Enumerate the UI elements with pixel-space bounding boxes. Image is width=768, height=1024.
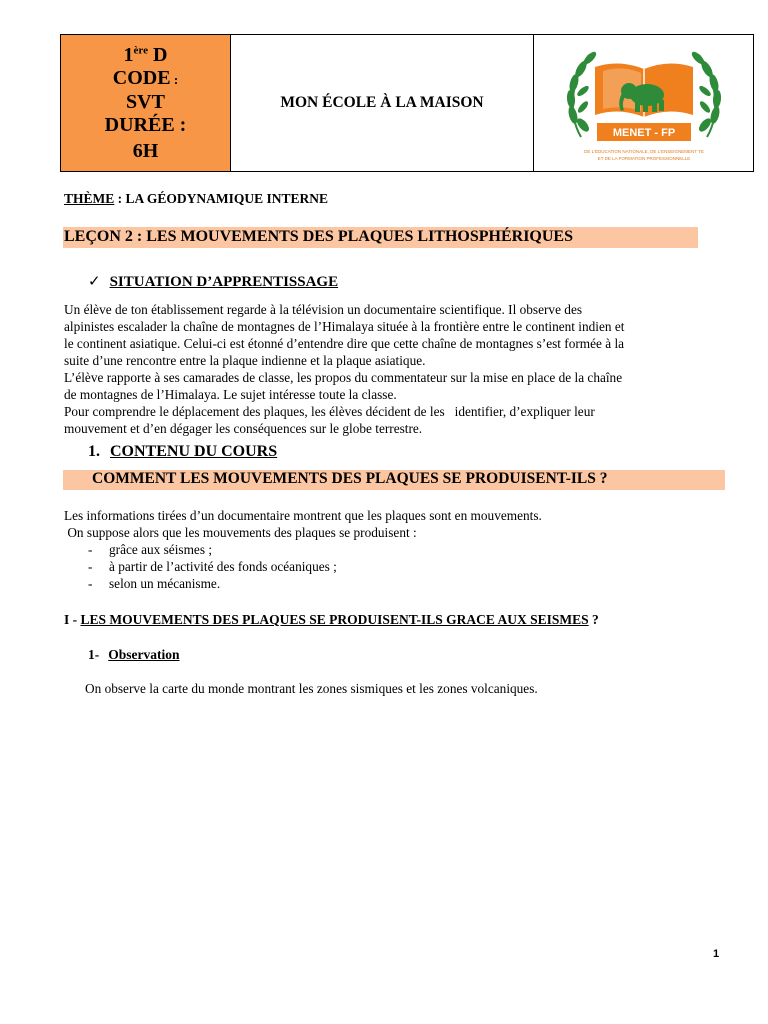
code-colon: : [170,71,179,87]
list-item [64,541,724,558]
code-label-text: CODE [112,66,171,89]
ministry-logo [559,37,729,169]
section-number: 1. [88,443,100,460]
hypothesis-list [64,541,724,592]
situation-line: mouvement et d’en dégager les conséquences sur le globe terrestre. [64,421,423,436]
part-prefix: I - [64,612,81,627]
situation-line: L’élève rapporte à ses camarades de classe, les propos du commentateur sur la mise en place de la chaîne [64,370,623,385]
header-table [60,34,754,172]
list-item-text: selon un mécanisme. [109,576,221,591]
list-dash: - [88,576,93,591]
duration-value: 6H [132,139,159,162]
info-paragraph [64,507,724,592]
observation-text: On observe la carte du monde montrant les zones sismiques et les zones volcaniques. [85,681,538,696]
page-number: 1 [713,948,720,960]
duration-label: DURÉE : [104,113,187,136]
info-line: On suppose alors que les mouvements des plaques se produisent : [64,525,417,540]
logo-caption-1: DE L'ÉDUCATION NATIONALE, DE L'ENSEIGNEMENT TE [583,149,704,154]
theme-separator: : [114,191,126,206]
observation-number: 1- [88,647,100,662]
theme-value: LA GÉODYNAMIQUE INTERNE [125,191,329,206]
class-level [124,44,168,67]
list-item-text: à partir de l’activité des fonds océaniques ; [109,559,337,574]
situation-line: alpinistes escalader la chaîne de montagnes de l’Himalaya située à la frontière entre le continent indien et [64,319,625,334]
list-dash: - [88,542,93,557]
situation-line: Pour comprendre le déplacement des plaques, les élèves décident de les identifier, d’expliquer leur [64,404,595,419]
class-level-sup: ère [133,43,148,56]
program-title: MON ÉCOLE À LA MAISON [280,94,484,111]
section-title: CONTENU DU COURS [110,443,278,460]
list-item [64,575,724,592]
situation-line: Un élève de ton établissement regarde à la télévision un documentaire scientifique. Il observe des [64,302,583,317]
theme-line [64,191,328,207]
section-heading [88,443,277,461]
list-item-text: grâce aux séismes ; [109,542,213,557]
part-suffix: ? [588,612,599,627]
situation-line: suite d’une rencontre entre la plaque indienne et la plaque asiatique. [64,353,426,368]
info-line: Les informations tirées d’un documentaire montrent que les plaques sont en mouvements. [64,508,542,523]
logo-cell [534,35,753,171]
checkmark-icon: ✓ [88,272,101,290]
situation-line: de montagnes de l’Himalaya. Le sujet intéresse toute la classe. [64,387,397,402]
class-level-suffix: D [148,43,168,66]
situation-title: SITUATION D’APPRENTISSAGE [109,274,339,290]
theme-label: THÈME [64,191,115,206]
part-heading [64,612,599,628]
list-dash: - [88,559,93,574]
class-level-number: 1 [123,43,134,66]
subject: SVT [126,90,165,113]
logo-caption-2: ET DE LA FORMATION PROFESSIONNELLE [597,156,690,161]
list-item [64,558,724,575]
laurel-left-icon [566,50,598,137]
logo-text: MENET - FP [612,127,675,139]
course-info-cell [61,35,231,171]
program-title-cell [231,35,534,171]
laurel-right-icon [689,50,721,137]
part-title: LES MOUVEMENTS DES PLAQUES SE PRODUISENT-ILS GRACE AUX SEISMES [80,612,589,627]
situation-heading [88,272,338,291]
observation-heading [88,647,180,663]
main-question: COMMENT LES MOUVEMENTS DES PLAQUES SE PRODUISENT-ILS ? [92,470,608,487]
situation-line: le continent asiatique. Celui-ci est étonné d’entendre dire que cette chaîne de montagnes s’est formée à la [64,336,625,351]
observation-title: Observation [108,647,180,662]
situation-paragraph [64,301,724,437]
lesson-title: LEÇON 2 : LES MOUVEMENTS DES PLAQUES LITHOSPHÉRIQUES [64,228,573,245]
code-label [113,67,178,91]
